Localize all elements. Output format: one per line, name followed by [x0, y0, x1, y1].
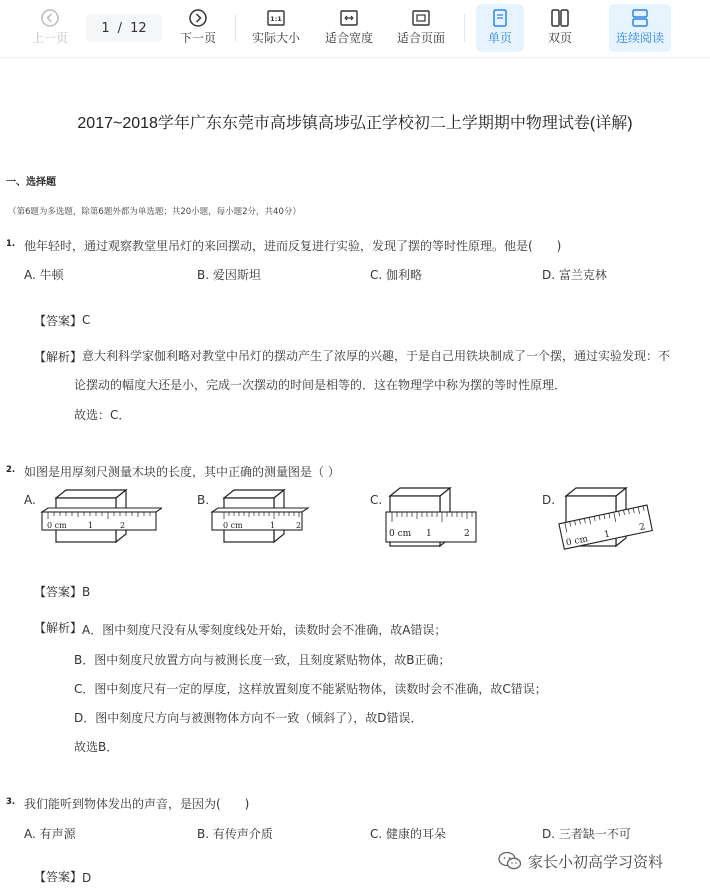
next-page-label: 下一页: [179, 31, 216, 45]
option-b: B.: [197, 493, 210, 507]
option-c: C. 健康的耳朵: [370, 827, 447, 841]
analysis-line: 论摆动的幅度大还是小，完成一次摆动的时间是相等的．这在物理学中称为摆的等时性原理．: [74, 378, 567, 392]
analysis-line: D．图中刻度尺方向与被测物体方向不一致（倾斜了），故D错误．: [74, 711, 423, 725]
viewer-toolbar: [0, 0, 710, 58]
fit-width-icon: [339, 8, 359, 28]
ruler-label-two: 2: [296, 521, 302, 530]
continuous-read-icon: [630, 8, 650, 28]
wechat-icon: [498, 851, 522, 871]
analysis-tag: 【解析】: [34, 350, 83, 364]
double-page-button[interactable]: [532, 4, 588, 52]
analysis-line: C．图中刻度尺有一定的厚度，这样放置刻度不能紧贴物体，读数时会不准确，故C错误；: [74, 682, 547, 696]
chevron-right-circle-icon: [188, 8, 208, 28]
page-indicator[interactable]: [86, 14, 162, 42]
answer-tag: 【答案】: [34, 870, 83, 884]
actual-size-icon: [266, 8, 286, 28]
section-note: （第6题为多选题，除第6题外都为单选题；共20小题，每小题2分，共40分）: [8, 207, 301, 217]
answer-value: B: [82, 585, 91, 599]
option-a: A.: [24, 493, 36, 507]
fit-width-label: 适合宽度: [324, 31, 373, 45]
option-d: D. 富兰克林: [542, 268, 607, 282]
page-total: 12: [130, 20, 147, 36]
answer-tag: 【答案】: [34, 585, 83, 599]
option-d: D.: [542, 493, 556, 507]
analysis-line: 意大利科学家伽利略对教堂中吊灯的摆动产生了浓厚的兴趣，于是自己用铁块制成了一个摆，通过实验发现：不: [82, 349, 671, 363]
ruler-label-zero: 0 cm: [223, 521, 243, 530]
ruler-figure-b: [210, 486, 310, 548]
ruler-label-two: 2: [464, 529, 470, 539]
analysis-line: 故选：C．: [74, 408, 131, 422]
option-d: D. 三者缺一不可: [542, 827, 631, 841]
option-b: B. 爱因斯坦: [197, 268, 261, 282]
option-b: B. 有传声介质: [197, 827, 273, 841]
next-page-button[interactable]: [168, 4, 228, 52]
toolbar-divider: [464, 14, 465, 42]
prev-page-button[interactable]: [20, 4, 80, 52]
answer-tag: 【答案】: [34, 314, 83, 328]
fit-width-button[interactable]: [319, 4, 379, 52]
option-c: C.: [370, 493, 383, 507]
ruler-label-one: 1: [603, 529, 612, 541]
question-text: 如图是用厚刻尺测量木块的长度，其中正确的测量图是（ ）: [24, 465, 340, 479]
option-a: A. 牛顿: [24, 268, 64, 282]
question-number: 1.: [6, 239, 16, 249]
double-page-label: 双页: [547, 31, 572, 45]
question-text: 他年轻时，通过观察教堂里吊灯的来回摆动，进而反复进行实验，发现了摆的等时性原理。他是( ): [24, 239, 562, 253]
option-a: A. 有声源: [24, 827, 76, 841]
ruler-label-two: 2: [120, 521, 126, 530]
page-current[interactable]: 1: [101, 20, 110, 36]
continuous-read-button[interactable]: [609, 4, 671, 52]
analysis-line: A．图中刻度尺没有从零刻度线处开始，读数时会不准确，故A错误；: [82, 623, 447, 637]
answer-value: D: [82, 871, 92, 885]
analysis-line: 故选B．: [74, 740, 119, 754]
ruler-label-zero: 0 cm: [47, 521, 67, 530]
prev-page-label: 上一页: [31, 31, 68, 45]
fit-page-label: 适合页面: [396, 31, 445, 45]
watermark: [498, 849, 698, 873]
ruler-label-zero: 0 cm: [389, 529, 412, 539]
document-title: 2017~2018学年广东东莞市高埗镇高埗弘正学校初二上学期期中物理试卷(详解): [77, 115, 633, 132]
question-number: 2.: [6, 465, 16, 475]
watermark-text: 家长小初高学习资料: [528, 852, 664, 871]
ruler-label-zero: 0 cm: [565, 534, 589, 549]
single-page-icon: [490, 8, 510, 28]
actual-size-button[interactable]: [246, 4, 306, 52]
single-page-button[interactable]: [476, 4, 524, 52]
single-page-label: 单页: [487, 31, 512, 45]
ruler-label-one: 1: [426, 529, 432, 539]
answer-value: C: [82, 313, 91, 327]
page-separator: /: [117, 20, 123, 36]
ruler-label-one: 1: [88, 521, 94, 530]
fit-page-button[interactable]: [391, 4, 451, 52]
ruler-figure-d: [558, 484, 654, 556]
double-page-icon: [550, 8, 570, 28]
toolbar-divider: [235, 14, 236, 42]
chevron-left-circle-icon: [40, 8, 60, 28]
ruler-label-two: 2: [638, 522, 647, 533]
analysis-tag: 【解析】: [34, 621, 83, 635]
ruler-figure-c: [384, 484, 484, 554]
actual-size-icon-text: 1:1: [270, 15, 282, 23]
fit-page-icon: [411, 8, 431, 28]
analysis-line: B．图中刻度尺放置方向与被测长度一致，且刻度紧贴物体，故B正确；: [74, 653, 451, 667]
ruler-label-one: 1: [270, 521, 276, 530]
question-text: 我们能听到物体发出的声音，是因为( ): [24, 797, 250, 811]
actual-size-label: 实际大小: [251, 31, 300, 45]
section-heading: 一、选择题: [6, 177, 56, 188]
ruler-figure-a: [36, 486, 162, 548]
continuous-read-label: 连续阅读: [615, 31, 664, 45]
option-c: C. 伽利略: [370, 268, 423, 282]
question-number: 3.: [6, 797, 16, 807]
